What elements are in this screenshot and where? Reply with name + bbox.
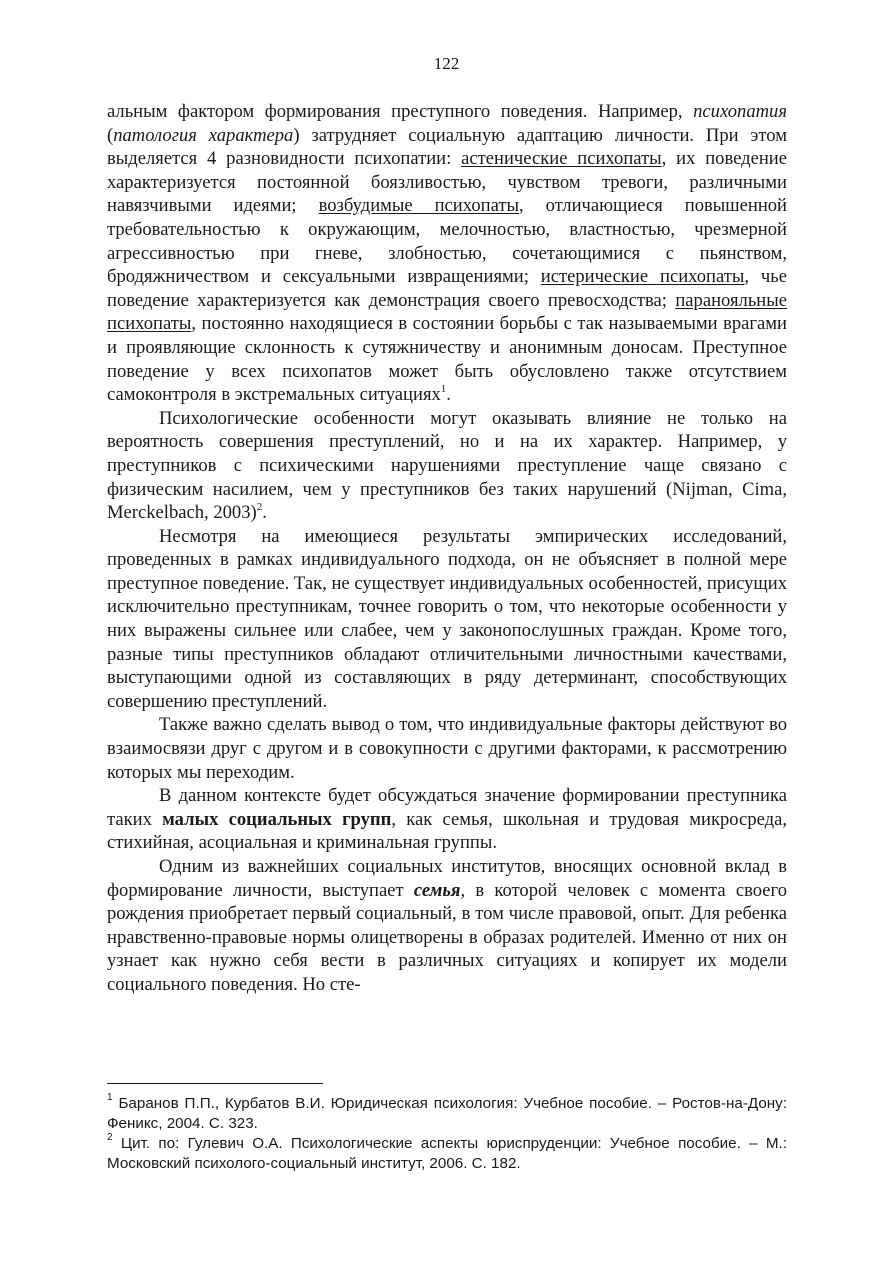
underlined-term: возбудимые психопаты [318,195,519,217]
text-run: Одним из важнейших социальных институтов, вносящих основной вклад в формирование личности, выступает [107,856,787,901]
footnote-mark: 1 [107,1091,113,1103]
footnotes [107,1091,787,1174]
paragraph-small-groups [107,784,787,855]
bold-term: малых социальных групп [162,808,392,830]
footnote-text: Баранов П.П., Курбатов В.И. Юридическая психология: Учебное пособие. – Ростов-на-Дону: Феникс, 2004. С. 323. [107,1095,787,1132]
paragraph-individual-approach: Несмотря на имеющиеся результаты эмпирических исследований, проведенных в рамках индивидуального подхода, он не объясняет в полной мере преступное поведение. Так, не существует индивидуальных особенностей, присущих исключительно преступникам, точнее говорить о том, что некоторые особенности у них выражены сильнее или слабее, чем у законопослушных граждан. Кроме того, разные типы преступников обладают отличительными личностными качествами, выступающими одной из составляющих в ряду детерминант, способствующих совершению преступлений. [107,525,787,712]
text-run: В данном контексте будет обсуждаться значение формировании преступника таких [107,785,787,830]
underlined-term: истерические психопаты [540,266,745,288]
text-run: альным фактором формирования преступного поведения. Например, [107,101,694,122]
body-text [107,100,787,997]
footnote-ref: 2 [256,500,263,513]
footnote-2 [107,1131,787,1174]
underlined-term: астенические психопаты [461,148,662,170]
footnote-separator [107,1083,323,1084]
text-run: ( [107,124,114,146]
italic-term: психопатия [693,101,787,122]
text-run: , отличающиеся повышенной требовательностью к окружающим, мелочностью, властностью, чрезмерной агрессивностью при гневе, злобностью, сочетающимися с пьянством, бродяжничеством и сексуальными извращениями; [107,195,788,288]
text-run: , постоянно находящиеся в состоянии борьбы с так называемыми врагами и проявляющие склонность к сутяжничеству и анонимным доносам. Преступное поведение у всех психопатов может быть обусловлено также отсутствием самоконтроля в экстремальных ситуациях [107,313,787,406]
text-run: , чье поведение характеризуется как демонстрация своего превосходства; [107,266,787,311]
italic-term: патология характера [113,124,294,146]
text-run: ) затрудняет социальную адаптацию личности. При этом выделяется 4 разновидности психопатии: [107,124,787,170]
paragraph-family [107,855,787,997]
underlined-term: паранояльные психопаты [107,289,787,335]
footnote-1 [107,1091,787,1134]
text-run: . [446,384,451,406]
text-run: , их поведение характеризуется постоянной боязливостью, чувством тревоги, различными навязчивыми идеями; [107,148,787,217]
text-run: . [262,502,267,524]
footnote-mark: 2 [107,1131,113,1143]
paragraph-conclusion: Также важно сделать вывод о том, что индивидуальные факторы действуют во взаимосвязи друг с другом и в совокупности с другими факторами, к рассмотрению которых мы переходим. [107,714,787,783]
paragraph-psychological-features [107,407,787,525]
bold-italic-term: семья [413,879,461,901]
footnote-text: Цит. по: Гулевич О.А. Психологические аспекты юриспруденции: Учебное пособие. – М.: Московский психолого-социальный институт, 2006. С. 182. [107,1135,787,1172]
footnote-ref: 1 [440,382,447,395]
text-run: , в которой человек с момента своего рождения приобретает первый социальный, в том числе правовой, опыт. Для ребенка нравственно-правовые нормы олицетворены в образах родителей. Именно от них он узнает как нужно себя вести в различных ситуациях и копирует их модели социального поведения. Но сте- [107,879,787,995]
text-run: Психологические особенности могут оказывать влияние не только на вероятность совершения преступлений, но и на их характер. Например, у преступников с психическими нарушениями преступление чаще связано с физическим насилием, чем у преступников без таких нарушений (Nijman, Cima, Merckelbach, 2003) [107,407,787,524]
page-number: 122 [433,54,460,73]
text-run: , как семья, школьная и трудовая микросреда, стихийная, асоциальная и криминальная группы. [107,808,787,854]
paragraph-psychopathy [107,100,787,407]
